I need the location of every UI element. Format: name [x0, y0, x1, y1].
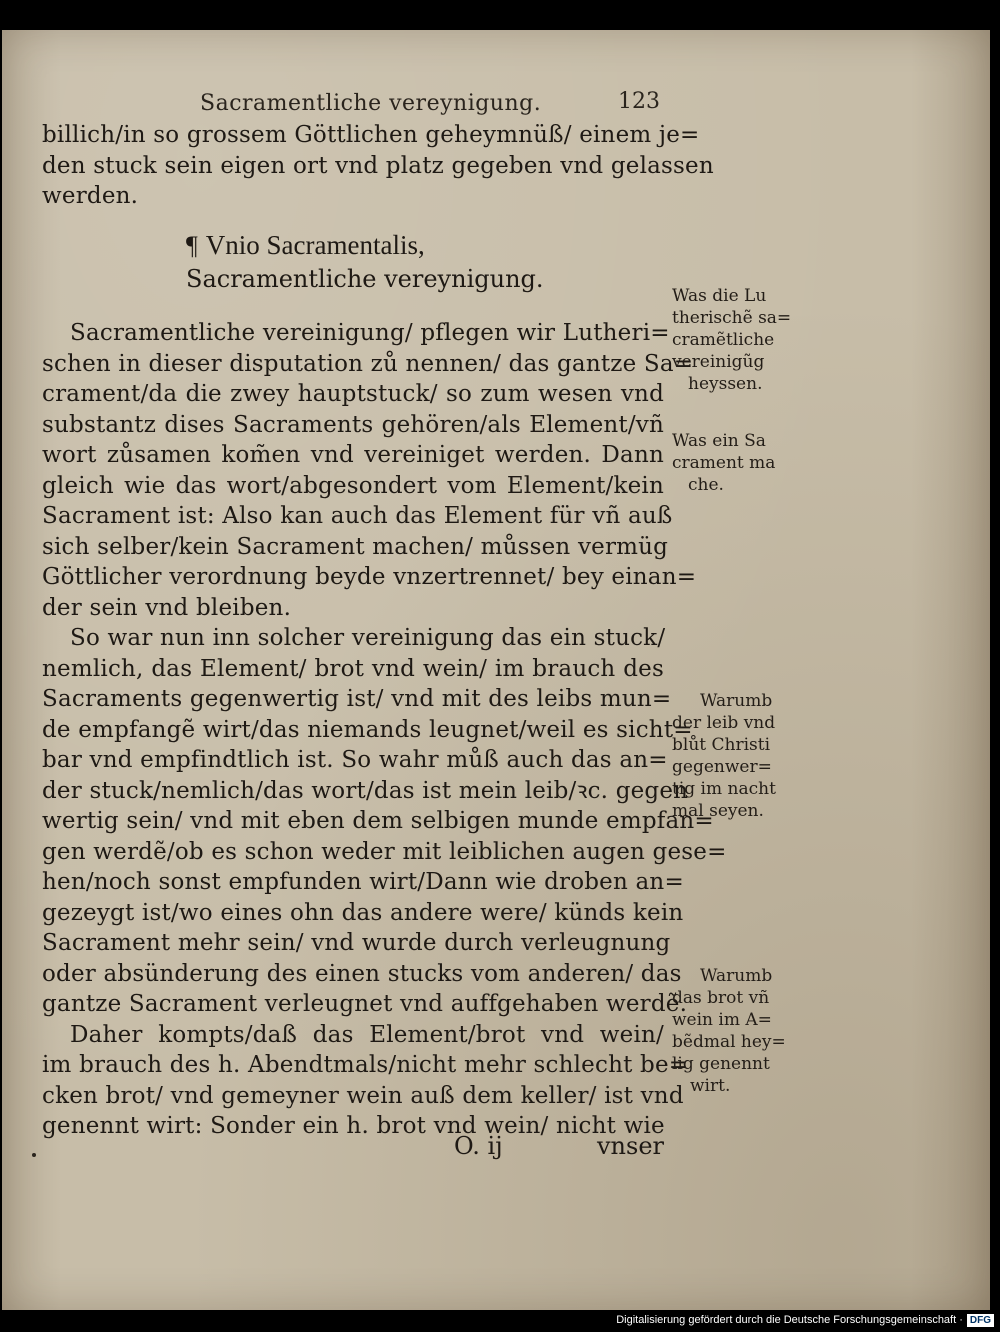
- text-line: Sacraments gegenwertig ist/ vnd mit des leibs mun=: [42, 686, 672, 712]
- text-line: gen werdẽ/ob es schon weder mit leiblichen augen gese=: [42, 838, 727, 865]
- book-page: [2, 30, 990, 1310]
- ink-dot: [32, 1153, 36, 1157]
- signature-mark: O. ij: [454, 1132, 503, 1160]
- text-line: Daher kompts/daß das Element/brot vnd wein/: [70, 1021, 664, 1048]
- text-line: nemlich, das Element/ brot vnd wein/ im brauch des: [42, 655, 664, 682]
- text-line: genennt wirt: Sonder ein h. brot vnd wein/ nicht wie: [42, 1113, 665, 1139]
- heading-latin: Vnio Sacramentalis,: [205, 230, 425, 260]
- catchword: vnser: [596, 1132, 664, 1160]
- heading-german: Sacramentliche vereynigung.: [186, 265, 544, 293]
- running-title: Sacramentliche vereynigung.: [200, 91, 542, 116]
- page-footer: [42, 1132, 664, 1166]
- text-line: der sein vnd bleiben.: [42, 594, 292, 621]
- credit-text: Digitalisierung gefördert durch die Deutsche Forschungsgemeinschaft ·: [616, 1314, 963, 1326]
- text-line: hen/noch sonst empfunden wirt/Dann wie droben an=: [42, 869, 684, 895]
- pilcrow-icon: ¶: [186, 231, 198, 260]
- margin-note-bread-wine: Warumb das brot vñ wein im A= bẽdmal hey= lig genennt wirt.: [672, 966, 786, 1096]
- opening-paragraph: [42, 120, 714, 212]
- text-line: Sacrament ist: Also kan auch das Element für vñ auß: [42, 503, 673, 529]
- text-line: bar vnd empfindtlich ist. So wahr můß auch das an=: [42, 747, 668, 773]
- text-line: Sacramentliche vereinigung/ pflegen wir Lutheri=: [70, 320, 670, 346]
- text-line: der stuck/nemlich/das wort/das ist mein leib/ꝛc. gegen: [42, 777, 689, 804]
- text-line: gleich wie das wort/abgesondert vom Element/kein: [42, 472, 664, 499]
- section-heading: [142, 228, 562, 295]
- text-line: oder absünderung des einen stucks vom anderen/ das: [42, 960, 682, 987]
- text-line: So war nun inn solcher vereinigung das ein stuck/: [70, 625, 666, 651]
- dfg-logo: DFG: [967, 1314, 994, 1327]
- text-line: crament/da die zwey hauptstuck/ so zum wesen vnd: [42, 381, 664, 407]
- text-line: billich/in so grossem Göttlichen geheymnüß/ einem je=: [42, 122, 700, 148]
- text-line: Sacrament mehr sein/ vnd wurde durch verleugnung: [42, 930, 671, 956]
- text-line: gantze Sacrament verleugnet vnd auffgehaben werdẽ.: [42, 991, 688, 1017]
- margin-note-sacrament: Was ein Sa crament ma che.: [672, 431, 776, 495]
- text-line: wertig sein/ vnd mit eben dem selbigen munde empfan=: [42, 808, 714, 834]
- margin-note-lutheran: Was die Lu therischẽ sa= cramẽtliche vereinigũg heyssen.: [672, 286, 792, 394]
- margin-note-body-blood: Warumb der leib vnd blůt Christi gegenwer= tig im nacht mal seyen.: [672, 691, 776, 821]
- page-header: [200, 85, 660, 125]
- text-line: werden.: [42, 183, 139, 209]
- text-line: wort zůsamen kom̃en vnd vereiniget werden. Dann: [42, 442, 664, 468]
- text-line: Göttlicher verordnung beyde vnzertrennet/ bey einan=: [42, 564, 697, 590]
- text-line: sich selber/kein Sacrament machen/ můssen vermüg: [42, 533, 669, 560]
- text-line: den stuck sein eigen ort vnd platz gegeben vnd gelassen: [42, 152, 714, 179]
- text-line: cken brot/ vnd gemeyner wein auß dem keller/ ist vnd: [42, 1082, 684, 1109]
- page-number: 123: [618, 89, 660, 114]
- text-line: gezeygt ist/wo eines ohn das andere were/ künds kein: [42, 899, 684, 926]
- digitization-credit: [616, 1312, 994, 1328]
- text-line: im brauch des h. Abendtmals/nicht mehr schlecht be=: [42, 1052, 689, 1078]
- text-line: de empfangẽ wirt/das niemands leugnet/weil es sicht=: [42, 716, 693, 743]
- text-line: schen in dieser disputation zů nennen/ das gantze Sa=: [42, 350, 694, 377]
- text-line: substantz dises Sacraments gehören/als Element/vñ: [42, 411, 664, 438]
